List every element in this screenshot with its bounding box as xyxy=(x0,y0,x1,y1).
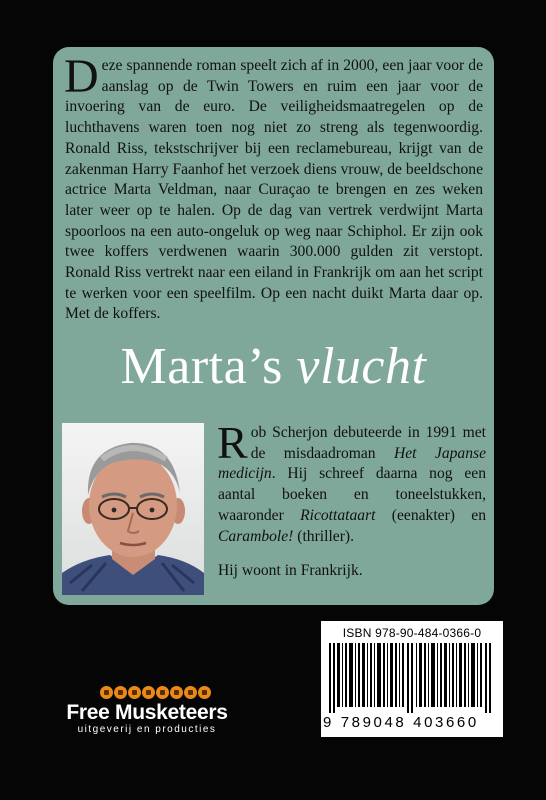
barcode-box xyxy=(321,621,503,737)
play-title-carambole: Carambole! xyxy=(218,527,294,545)
publisher-mask-icon xyxy=(170,686,183,699)
synopsis-dropcap: D xyxy=(64,50,99,103)
author-portrait-image xyxy=(62,423,204,595)
author-photo xyxy=(62,423,204,595)
author-bio-paragraph xyxy=(217,417,487,547)
publisher-boot-icon xyxy=(114,686,127,699)
publisher-scroll-icon xyxy=(184,686,197,699)
publisher-cup-icon xyxy=(198,686,211,699)
publisher-sword-icon xyxy=(142,686,155,699)
book-title-main: Marta’s xyxy=(120,338,297,395)
debut-title: Het Japanse medicijn xyxy=(218,444,487,483)
isbn-number: ISBN 978-90-484-0366-0 xyxy=(342,626,482,640)
author-bio-text: (thriller). xyxy=(293,527,354,545)
author-residence: Hij woont in Frankrijk. xyxy=(218,562,363,580)
synopsis-text xyxy=(64,50,483,325)
barcode-image xyxy=(329,643,495,713)
synopsis-body: eze spannende roman speelt zich af in 2000, een jaar voor de aanslag op de Twin Towers en ruim een jaar voor de invoering van de euro. De veiligheidsmaatregelen op de luchthavens waren toen nog niet zo streng als tegenwoordig. Ronald Riss, tekstschrijver bij een reclamebureau, krijgt van de zakenman Harry Faanhof het verzoek diens vrouw, de beeldschone actrice Marta Veldman, naar Curaçao te brengen en zes weken later weer op te halen. Op de dag van vertrek verdwijnt Marta spoorloos na een auto-ongeluk op weg naar Schiphol. Er zijn ook twee koffers verdwenen waarin 300.000 gulden zit verstopt. Ronald Riss vertrekt naar een eiland in Frankrijk om aan het script te werken voor een speelfilm. Op een nacht duikt Marta daar op. Met de koffers. xyxy=(65,57,483,323)
book-title-italic: vlucht xyxy=(296,338,427,395)
author-bio-dropcap: R xyxy=(217,417,248,468)
publisher-name: Free Musketeers xyxy=(66,701,228,724)
play-title-ricottataart: Ricottataart xyxy=(300,506,376,524)
author-bio-text: (eenakter) en xyxy=(375,506,486,524)
publisher-quill-icon xyxy=(128,686,141,699)
publisher-hat-icon xyxy=(100,686,113,699)
publisher-icon-row xyxy=(68,686,242,699)
publisher-logo xyxy=(52,686,242,735)
publisher-tagline: uitgeverij en producties xyxy=(77,724,217,735)
ean-digits: 9 789048 403660 xyxy=(323,714,479,731)
author-bio-text: ob Scherjon debuteerde in 1991 met de misdaadroman xyxy=(250,424,486,462)
book-title xyxy=(53,337,494,396)
publisher-book-icon xyxy=(156,686,169,699)
author-bio-text: . Hij schreef daarna nog een aantal boeken en toneelstukken, waaronder xyxy=(218,465,486,524)
text-panel xyxy=(53,47,494,605)
author-bio xyxy=(217,417,487,582)
